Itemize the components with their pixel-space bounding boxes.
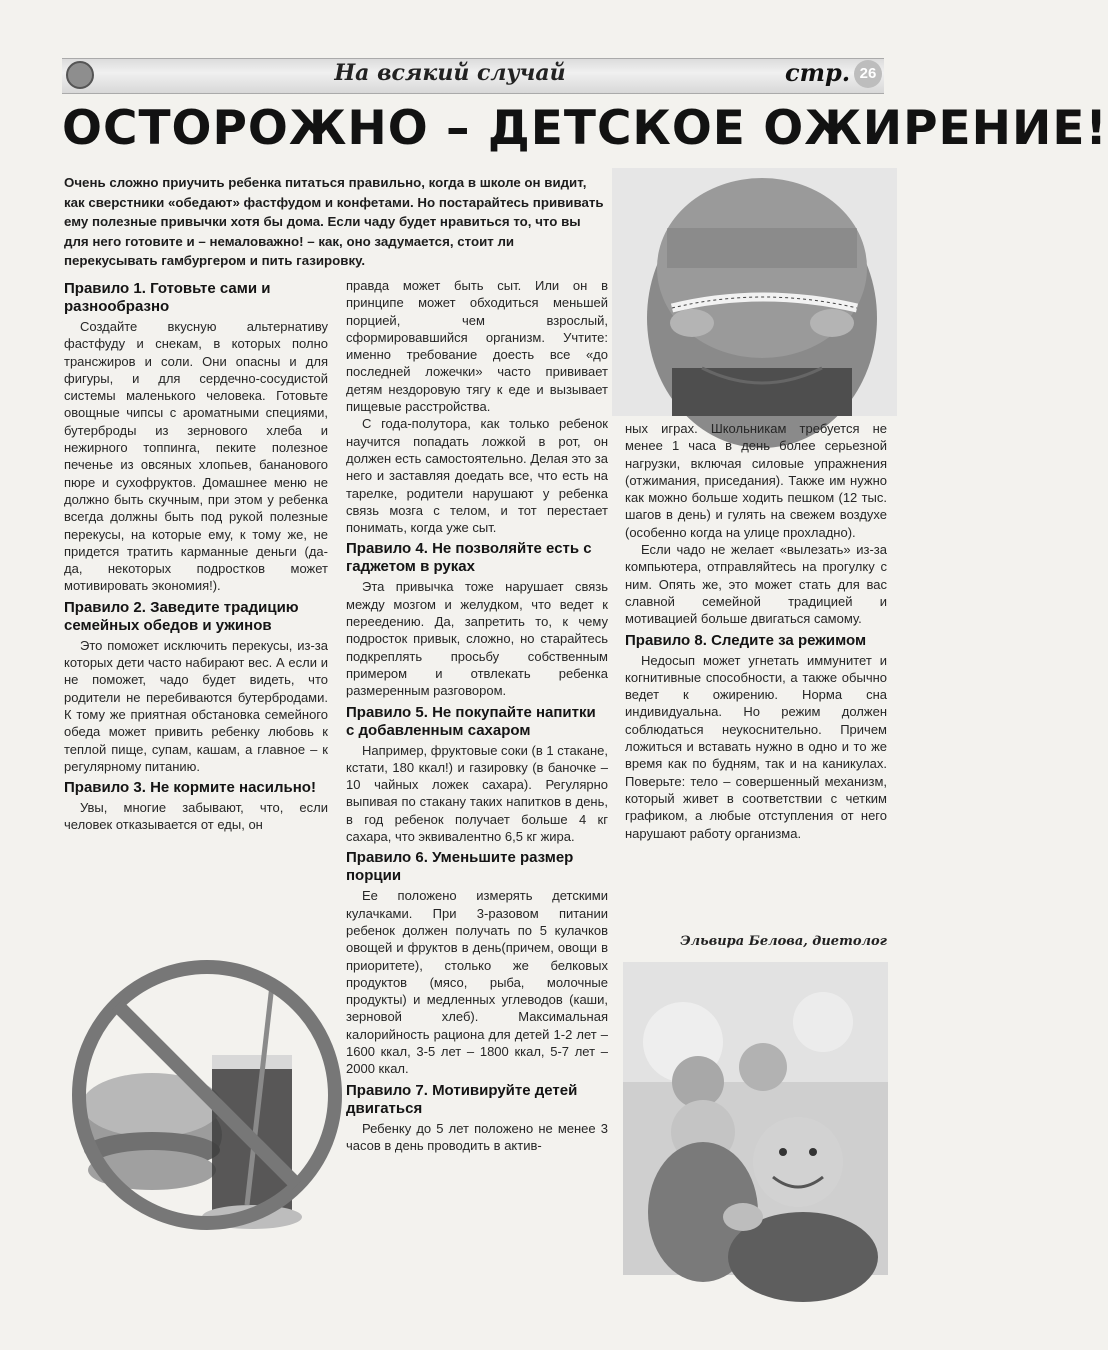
kids-photo-drawing: [623, 962, 888, 1275]
page-label: [785, 58, 905, 87]
rule-2-title: Правило 2. Заведите традицию семейных обедов и ужинов: [64, 598, 299, 634]
rule-7-text-cont: ных играх. Школьникам требуется не менее 1 часа в день более серьезной нагрузки, включая силовые упражнения (отжимания, приседания). Также им нужно как можно больше ходить пешком (12 тыс. шагов в день) и гулять на свежем воздухе (особенно когда на улице прохладно).: [625, 421, 887, 540]
headline: ОСТОРОЖНО – ДЕТСКОЕ ОЖИРЕНИЕ!: [62, 101, 1108, 156]
rule-6-title: Правило 6. Уменьшите размер порции: [346, 849, 574, 885]
column-2: [346, 277, 608, 1154]
column-1: [64, 276, 328, 834]
rule-4-title: Правило 4. Не позволяйте есть с гаджетом в руках: [346, 540, 592, 576]
no-fastfood-icon: [72, 945, 342, 1245]
rule-7-text: Ребенку до 5 лет положено не менее 3 часов в день проводить в актив-: [346, 1120, 608, 1153]
rule-2-text: Это поможет исключить перекусы, из-за которых дети часто набирают вес. А если и не поможет, чадо будет видеть, что родители не перебиваются бутербродами. К тому же приятная обстановка семейного обеда может привить ребенку любовь к теплой пище, супам, кашам, а главное – к регулярному питанию.: [64, 637, 328, 774]
rule-3-text-cont: правда может быть сыт. Или он в принципе может обходиться меньшей порцией, чем взрослый, сформировавшийся организм. Учтите: именно требование доесть все «до последней ложечки» часто прививает детям нездоровую тягу к еде и вызывает пищевые расстройства.: [346, 278, 608, 415]
rule-3-text: Увы, многие забывают, что, если человек отказывается от еды, он: [64, 800, 328, 833]
rule-3-title: Правило 3. Не кормите насильно!: [64, 779, 316, 797]
rule-1-text: Создайте вкусную альтернативу фастфуду и снекам, в которых полно трансжиров и соли. Они опасны и для фигуры, и для сердечно-сосудистой системы маленького человека. Готовьте овощные чипсы с ароматными специями, бутерброды из зернового хлеба и нежирного топпинга, пеките полезное печенье из овсяных хлопьев, бананового пюре и сухофруктов. Домашнее меню не должно быть скучным, при этом у ребенка всегда должны быть под рукой полезные перекусы, на которые ему, к тому же, не придется тратить карманные деньги (да-да, некоторых подростков может мотивировать экономия!).: [64, 319, 328, 594]
rule-3-text-2: С года-полутора, как только ребенок научится попадать ложкой в рот, он должен есть самостоятельно. Делая это за него и заставляя доедать все, что есть на тарелке, родители нарушают у ребенка связь мозга с телом, и тот перестает понимать, когда уже сыт.: [346, 416, 608, 536]
rule-5-text: Например, фруктовые соки (в 1 стакане, кстати, 180 ккал!) и газировку (в баночке – 10 чайных ложек сахара). Регулярно выпивая по стакану таких напитков в день, в год ребенок получает больше 4 кг сахара, что эквивалентно 6,5 кг жира.: [346, 742, 608, 845]
rule-8-title: Правило 8. Следите за режимом: [625, 631, 867, 649]
header-left-badge: [66, 61, 94, 89]
lead-paragraph: Очень сложно приучить ребенка питаться правильно, когда в школе он видит, как сверстники «обедают» фастфудом и конфетами. Но постарайтесь прививать ему полезные привычки хотя бы дома. Если чаду будет нравиться то, что вы для него готовите и – немаловажно! – как, оно задумается, стоит ли перекусывать гамбургером и пить газировку.: [64, 175, 604, 268]
rule-6-text: Ее положено измерять детскими кулачками. При 3-разовом питании ребенок должен получать по 5 кулачков овощей и фруктов в день(причем, овощи в приоритете), столько же белковых продуктов (мясо, рыба, молочные продукты) и медленных углеводов (каши, зерновой хлеб). Максимальная калорийность рациона для детей 1-2 лет – 1600 ккал, 3-5 лет – 1800 ккал, 5-7 лет – 2000 ккал.: [346, 888, 608, 1077]
illustration-no-fastfood: [72, 945, 342, 1245]
rule-7-text-2: Если чадо не желает «вылезать» из-за компьютера, отправляйтесь на прогулку с ним. Опять же, это может стать для вас славной семейной традицией и мотивацией больше двигаться самому.: [625, 542, 887, 627]
rule-8-text: Недосып может угнетать иммунитет и когнитивные способности, а также обычно ведет к ожирению. Норма сна индивидуальна. Но режим должен соблюдаться неукоснительно. Причем ложиться и вставать нужно в одно и то же время как по будням, так и на каникулах. Поверьте: тело – совершенный механизм, который живет в соответствии с четким графиком, а любые отступления от него нарушают работу организма.: [625, 652, 887, 841]
column-3: [625, 420, 887, 842]
page-number-badge: 26: [854, 60, 882, 88]
section-title: На всякий случай: [334, 60, 566, 86]
rule-4-text: Эта привычка тоже нарушает связь между мозгом и желудком, что ведет к переедению. Да, запретить то, к чему подросток привык, сложно, но старайтесь подкреплять просьбу собственным примером и отвлекать ребенка размеренным разговором.: [346, 579, 608, 699]
photo-kids: [623, 962, 888, 1275]
rule-1-title: Правило 1. Готовьте сами и разнообразно: [64, 280, 271, 315]
page-label-text: стр.: [785, 58, 851, 87]
belly-photo-drawing: [612, 168, 897, 416]
author-signature: Эльвира Белова, диетолог: [680, 934, 887, 949]
rule-7-title: Правило 7. Мотивируйте детей двигаться: [346, 1081, 578, 1117]
rule-5-title: Правило 5. Не покупайте напитки с добавленным сахаром: [346, 703, 596, 739]
photo-belly-measurement: [612, 168, 897, 416]
